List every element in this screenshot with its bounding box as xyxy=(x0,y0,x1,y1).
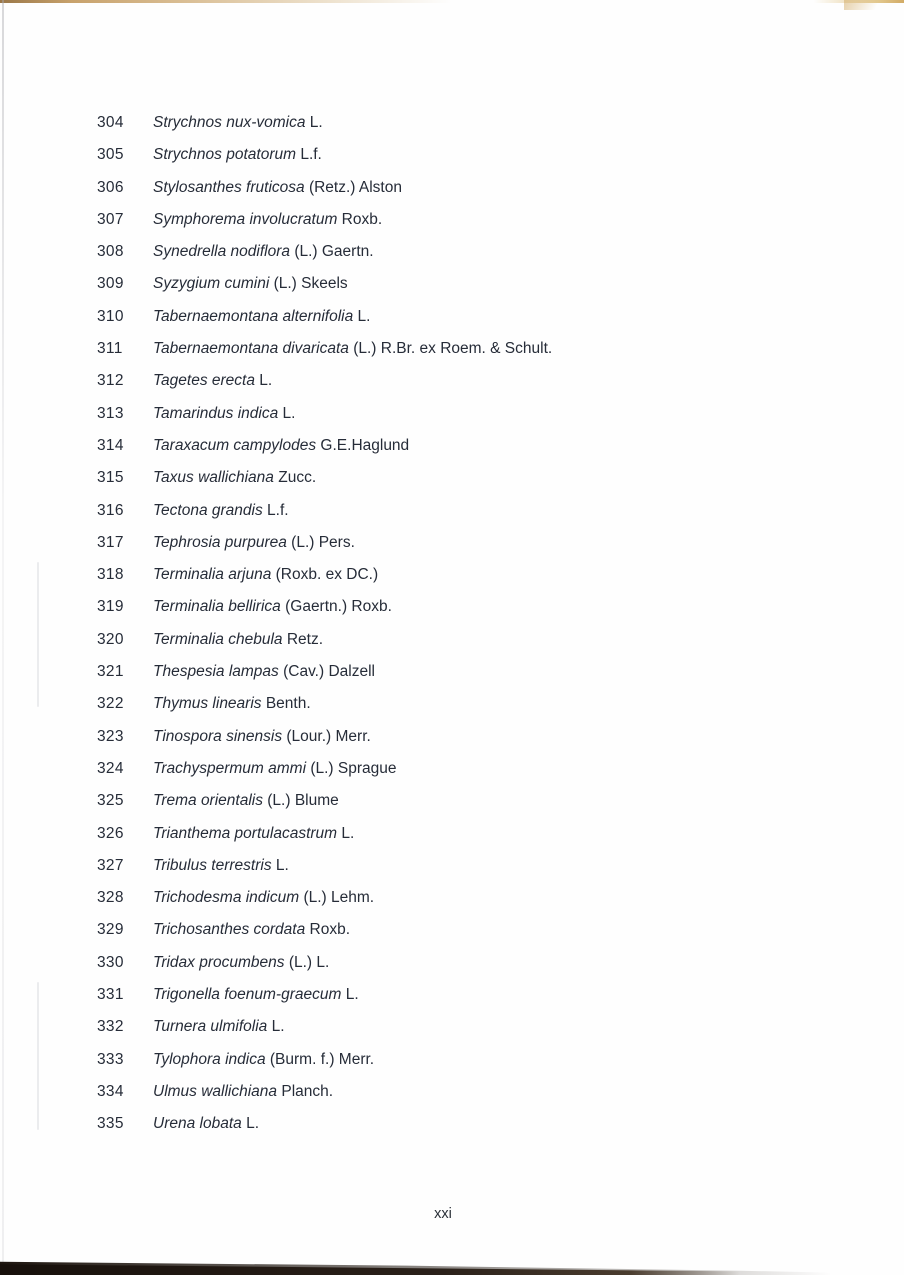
species-entry xyxy=(97,333,552,365)
entry-text xyxy=(153,204,382,236)
entry-number: 320 xyxy=(97,630,124,648)
entry-number: 316 xyxy=(97,501,124,519)
species-name: Trichodesma indicum xyxy=(153,889,300,907)
scan-left-edge-line xyxy=(2,0,4,1275)
species-name: Tephrosia purpurea xyxy=(153,533,287,551)
scan-top-edge-line xyxy=(0,0,904,3)
entry-number: 324 xyxy=(97,759,124,777)
species-authority: (L.) Gaertn. xyxy=(290,243,374,261)
entry-text xyxy=(153,559,378,591)
scan-top-right-corner-mark xyxy=(844,0,904,10)
species-entry xyxy=(97,462,552,494)
species-entry xyxy=(97,139,552,171)
species-authority: Roxb. xyxy=(305,921,351,939)
entry-text xyxy=(153,1011,285,1043)
entry-text xyxy=(153,688,311,720)
species-name: Terminalia bellirica xyxy=(153,598,281,616)
species-entry xyxy=(97,268,552,300)
species-authority: Planch. xyxy=(277,1082,334,1100)
species-name: Strychnos potatorum xyxy=(153,146,297,164)
species-authority: Roxb. xyxy=(337,210,383,228)
species-name: Tribulus terrestris xyxy=(153,856,272,874)
species-name: Syzygium cumini xyxy=(153,275,270,293)
species-entry xyxy=(97,301,552,333)
species-name: Trichosanthes cordata xyxy=(153,921,306,939)
species-authority: (Burm. f.) Merr. xyxy=(265,1050,375,1068)
species-entry xyxy=(97,721,552,753)
species-entry xyxy=(97,947,552,979)
species-entry xyxy=(97,172,552,204)
species-authority: (L.) Skeels xyxy=(269,275,348,293)
entry-number: 328 xyxy=(97,889,124,907)
species-entry xyxy=(97,656,552,688)
entry-number: 312 xyxy=(97,372,124,390)
entry-text xyxy=(153,753,396,785)
entry-number: 318 xyxy=(97,566,124,584)
entry-number: 332 xyxy=(97,1018,124,1036)
species-entry xyxy=(97,882,552,914)
species-name: Trianthema portulacastrum xyxy=(153,824,338,842)
entry-number: 306 xyxy=(97,178,124,196)
species-index-list xyxy=(97,107,552,1141)
species-authority: (L.) Lehm. xyxy=(299,889,375,907)
entry-text xyxy=(153,1076,333,1108)
species-name: Symphorema involucratum xyxy=(153,210,338,228)
entry-number: 305 xyxy=(97,146,124,164)
species-authority: L. xyxy=(241,1115,259,1133)
entry-text xyxy=(153,591,392,623)
species-authority: Benth. xyxy=(261,695,311,713)
entry-number: 322 xyxy=(97,695,124,713)
entry-number: 326 xyxy=(97,824,124,842)
entry-number: 309 xyxy=(97,275,124,293)
species-authority: (L.) Pers. xyxy=(286,533,355,551)
entry-number: 330 xyxy=(97,953,124,971)
entry-text xyxy=(153,947,329,979)
entry-number: 317 xyxy=(97,533,124,551)
entry-number: 329 xyxy=(97,921,124,939)
species-authority: (Cav.) Dalzell xyxy=(278,663,375,681)
species-entry xyxy=(97,914,552,946)
entry-number: 315 xyxy=(97,469,124,487)
species-name: Tylophora indica xyxy=(153,1050,266,1068)
species-entry xyxy=(97,1076,552,1108)
entry-text xyxy=(153,527,355,559)
entry-number: 310 xyxy=(97,307,124,325)
species-authority: L.f. xyxy=(296,146,322,164)
species-authority: (Roxb. ex DC.) xyxy=(271,566,379,584)
entry-text xyxy=(153,495,289,527)
species-name: Trema orientalis xyxy=(153,792,263,810)
entry-number: 333 xyxy=(97,1050,124,1068)
entry-number: 327 xyxy=(97,856,124,874)
species-authority: (Retz.) Alston xyxy=(304,178,402,196)
species-name: Trigonella foenum-graecum xyxy=(153,986,342,1004)
entry-text xyxy=(153,333,552,365)
entry-number: 307 xyxy=(97,210,124,228)
entry-text xyxy=(153,914,350,946)
species-name: Tamarindus indica xyxy=(153,404,279,422)
species-name: Taraxacum campylodes xyxy=(153,436,317,454)
species-authority: L.f. xyxy=(262,501,289,519)
species-name: Ulmus wallichiana xyxy=(153,1082,278,1100)
entry-text xyxy=(153,1108,259,1140)
entry-text xyxy=(153,365,272,397)
species-entry xyxy=(97,365,552,397)
species-authority: L. xyxy=(278,404,296,422)
species-name: Tabernaemontana alternifolia xyxy=(153,307,354,325)
species-name: Urena lobata xyxy=(153,1115,242,1133)
species-authority: Zucc. xyxy=(273,469,317,487)
species-name: Synedrella nodiflora xyxy=(153,243,291,261)
entry-number: 325 xyxy=(97,792,124,810)
entry-number: 311 xyxy=(97,340,123,358)
entry-text xyxy=(153,172,402,204)
entry-text xyxy=(153,785,339,817)
species-name: Trachyspermum ammi xyxy=(153,759,307,777)
species-entry xyxy=(97,430,552,462)
entry-text xyxy=(153,656,375,688)
species-authority: (L.) R.Br. ex Roem. & Schult. xyxy=(348,340,553,358)
entry-text xyxy=(153,301,370,333)
species-authority: L. xyxy=(267,1018,285,1036)
species-entry xyxy=(97,236,552,268)
entry-text xyxy=(153,139,322,171)
species-entry xyxy=(97,818,552,850)
entry-text xyxy=(153,398,295,430)
species-entry xyxy=(97,624,552,656)
species-name: Thespesia lampas xyxy=(153,663,279,681)
species-entry xyxy=(97,850,552,882)
entry-number: 314 xyxy=(97,436,124,454)
page-number: xxi xyxy=(434,1206,452,1222)
species-name: Tagetes erecta xyxy=(153,372,255,390)
entry-text xyxy=(153,107,323,139)
species-authority: (L.) Sprague xyxy=(306,759,397,777)
entry-text xyxy=(153,430,409,462)
species-entry xyxy=(97,591,552,623)
species-entry xyxy=(97,1044,552,1076)
species-entry xyxy=(97,398,552,430)
species-name: Tridax procumbens xyxy=(153,953,285,971)
entry-number: 323 xyxy=(97,727,124,745)
entry-text xyxy=(153,979,359,1011)
entry-text xyxy=(153,268,348,300)
species-entry xyxy=(97,495,552,527)
species-authority: Retz. xyxy=(282,630,324,648)
entry-number: 319 xyxy=(97,598,124,616)
species-entry xyxy=(97,1011,552,1043)
entry-text xyxy=(153,236,374,268)
entry-number: 308 xyxy=(97,243,124,261)
species-authority: L. xyxy=(337,824,355,842)
entry-text xyxy=(153,850,289,882)
entry-text xyxy=(153,1044,374,1076)
entry-number: 335 xyxy=(97,1115,124,1133)
species-name: Turnera ulmifolia xyxy=(153,1018,268,1036)
species-authority: (L.) L. xyxy=(284,953,330,971)
species-name: Tabernaemontana divaricata xyxy=(153,340,349,358)
entry-text xyxy=(153,462,316,494)
entry-number: 331 xyxy=(97,986,124,1004)
species-authority: G.E.Haglund xyxy=(316,436,410,454)
species-entry xyxy=(97,204,552,236)
species-entry xyxy=(97,979,552,1011)
species-authority: L. xyxy=(341,986,359,1004)
species-entry xyxy=(97,688,552,720)
species-entry xyxy=(97,527,552,559)
species-name: Taxus wallichiana xyxy=(153,469,274,487)
species-name: Stylosanthes fruticosa xyxy=(153,178,305,196)
scan-streak xyxy=(37,562,39,707)
species-name: Terminalia chebula xyxy=(153,630,283,648)
entry-number: 304 xyxy=(97,114,124,131)
species-authority: L. xyxy=(305,114,323,131)
species-authority: (L.) Blume xyxy=(262,792,339,810)
species-authority: L. xyxy=(271,856,289,874)
entry-text xyxy=(153,624,323,656)
species-entry xyxy=(97,559,552,591)
entry-text xyxy=(153,882,374,914)
entry-number: 321 xyxy=(97,663,124,681)
species-name: Thymus linearis xyxy=(153,695,262,713)
species-entry xyxy=(97,785,552,817)
entry-number: 334 xyxy=(97,1082,124,1100)
species-name: Tectona grandis xyxy=(153,501,263,519)
species-name: Terminalia arjuna xyxy=(153,566,272,584)
species-entry xyxy=(97,107,552,139)
scan-streak xyxy=(37,982,39,1130)
species-authority: (Gaertn.) Roxb. xyxy=(280,598,392,616)
species-entry xyxy=(97,753,552,785)
species-authority: L. xyxy=(254,372,273,390)
entry-text xyxy=(153,818,354,850)
species-authority: (Lour.) Merr. xyxy=(282,727,371,745)
entry-text xyxy=(153,721,371,753)
species-name: Strychnos nux-vomica xyxy=(153,114,306,131)
entry-number: 313 xyxy=(97,404,124,422)
species-name: Tinospora sinensis xyxy=(153,727,283,745)
species-authority: L. xyxy=(353,307,371,325)
species-entry xyxy=(97,1108,552,1140)
